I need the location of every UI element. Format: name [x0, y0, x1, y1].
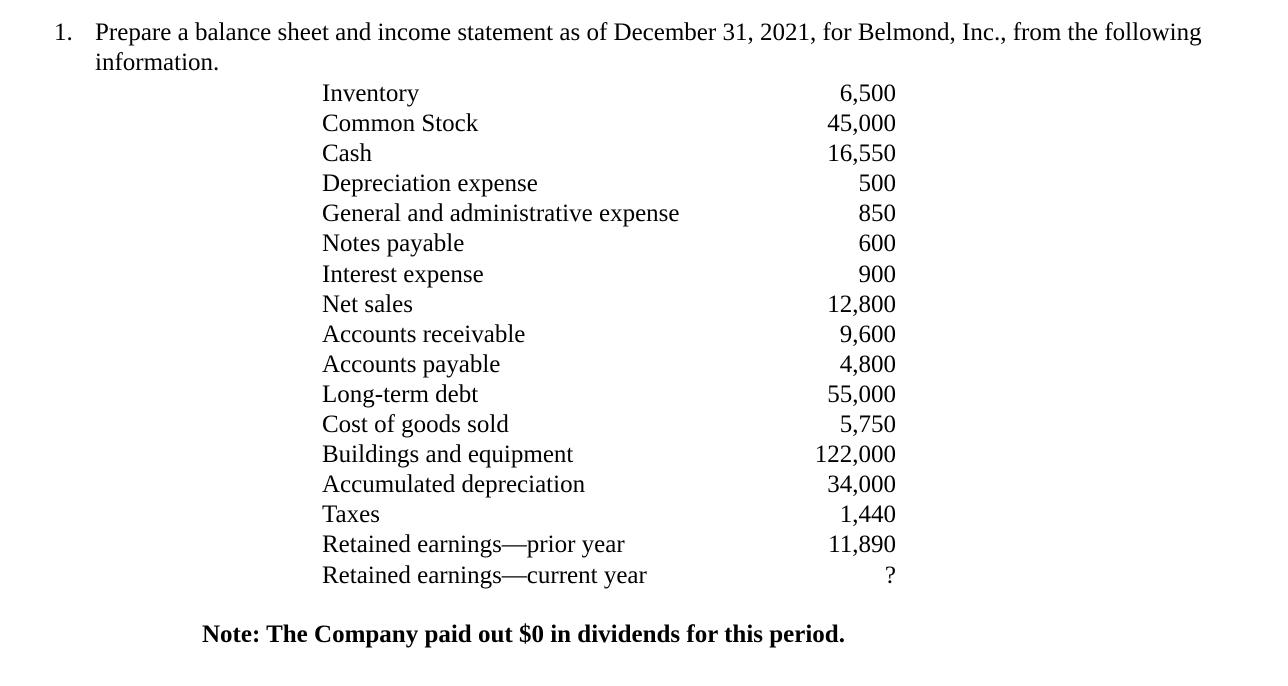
account-name: Notes payable — [322, 230, 465, 258]
account-name: Long-term debt — [322, 380, 479, 408]
account-name: Common Stock — [322, 110, 479, 138]
account-amount: 16,550 — [827, 140, 896, 168]
account-row — [322, 470, 896, 500]
account-amount: 12,800 — [827, 290, 896, 318]
account-amount: ? — [884, 561, 896, 589]
account-row — [322, 79, 896, 109]
account-row — [322, 290, 896, 320]
account-name: Cost of goods sold — [322, 411, 509, 439]
account-amount: 900 — [858, 260, 896, 288]
question-number: 1. — [54, 19, 73, 46]
account-row — [322, 320, 896, 350]
question-prompt: Prepare a balance sheet and income statement as of December 31, 2021, for Belmond, Inc., from the following information. — [95, 19, 1202, 76]
account-name: Interest expense — [322, 260, 484, 288]
account-amount: 45,000 — [827, 110, 896, 138]
account-amount: 1,440 — [839, 501, 896, 529]
account-row — [322, 169, 896, 199]
account-list — [322, 79, 896, 591]
account-name: Depreciation expense — [322, 170, 538, 198]
account-name: Cash — [322, 140, 372, 168]
account-row — [322, 229, 896, 259]
account-row — [322, 109, 896, 139]
account-amount: 11,890 — [828, 531, 896, 559]
account-amount: 5,750 — [839, 411, 896, 439]
account-amount: 500 — [858, 170, 896, 198]
account-amount: 122,000 — [814, 441, 896, 469]
account-amount: 850 — [858, 200, 896, 228]
account-name: General and administrative expense — [322, 200, 680, 228]
account-row — [322, 380, 896, 410]
account-row — [322, 260, 896, 290]
account-row — [322, 530, 896, 560]
account-name: Retained earnings—prior year — [322, 531, 625, 559]
account-row — [322, 199, 896, 229]
account-name: Retained earnings—current year — [322, 561, 647, 589]
account-amount: 34,000 — [827, 471, 896, 499]
account-name: Accounts receivable — [322, 320, 526, 348]
account-amount: 6,500 — [839, 80, 896, 107]
account-row — [322, 561, 896, 591]
account-amount: 55,000 — [827, 380, 896, 408]
dividend-note: Note: The Company paid out $0 in dividends for this period. — [202, 621, 845, 648]
account-name: Accounts payable — [322, 350, 501, 378]
account-row — [322, 500, 896, 530]
account-amount: 9,600 — [839, 320, 896, 348]
account-row — [322, 410, 896, 440]
account-name: Accumulated depreciation — [322, 471, 586, 499]
account-name: Taxes — [322, 501, 380, 529]
account-amount: 600 — [858, 230, 896, 258]
account-row — [322, 440, 896, 470]
account-name: Net sales — [322, 290, 413, 318]
account-name: Buildings and equipment — [322, 441, 574, 469]
account-amount: 4,800 — [839, 350, 896, 378]
account-row — [322, 350, 896, 380]
account-name: Inventory — [322, 80, 420, 107]
account-row — [322, 139, 896, 169]
